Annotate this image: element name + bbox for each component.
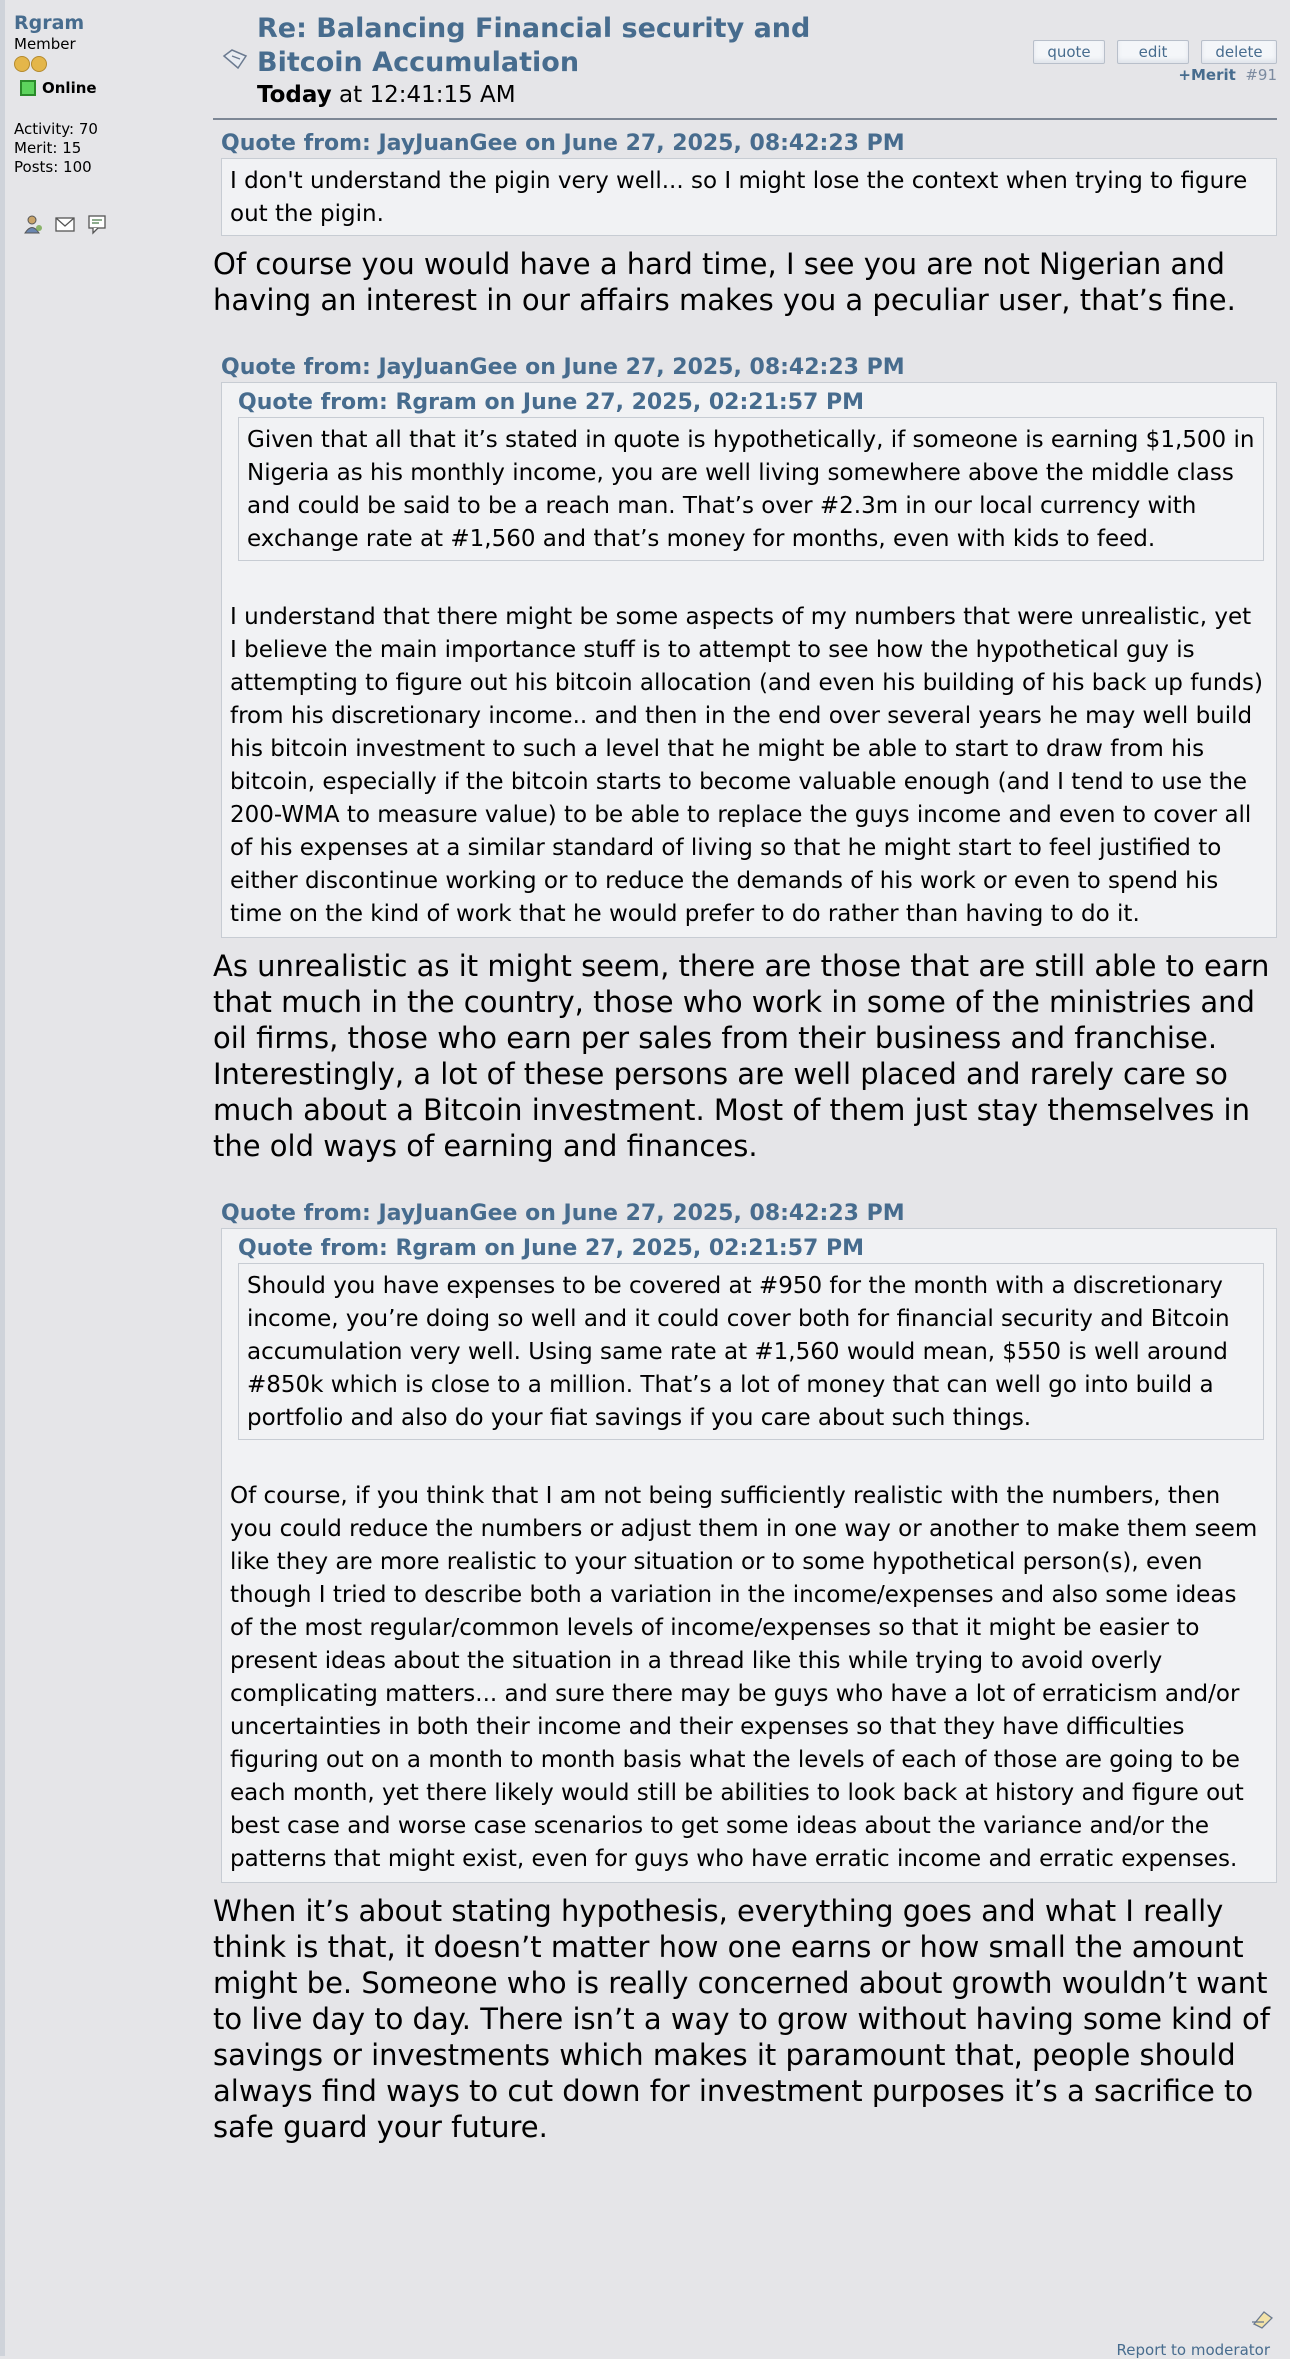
post-body <box>213 120 1277 2145</box>
quote-spacer <box>230 1440 1264 1480</box>
reply-text: Of course you would have a hard time, I see you are not Nigerian and having an interest in our affairs makes you a peculiar user, that’s fine. <box>213 247 1236 317</box>
date-time: at 12:41:15 AM <box>331 82 516 108</box>
online-status <box>14 78 194 98</box>
quote-spacer <box>230 561 1264 601</box>
post <box>213 0 1277 2145</box>
merit-line <box>1178 66 1277 84</box>
poster-actions <box>14 213 194 235</box>
nested-quote-header[interactable]: Quote from: Rgram on June 27, 2025, 02:21:57 PM <box>238 1236 864 1261</box>
poster-name[interactable]: Rgram <box>14 12 85 34</box>
delete-button[interactable]: delete <box>1201 40 1277 64</box>
poster-stats <box>14 120 194 177</box>
reply-text: As unrealistic as it might seem, there are those that are still able to earn that much in the country, those who work in some of the ministries and oil firms, those who earn per sales from their business and franchise. Interestingly, a lot of these persons are well placed and rarely care so much about a Bitcoin investment. Most of them just stay themselves in the old ways of earning and finances. <box>213 949 1270 1163</box>
quote-block <box>221 1228 1277 1883</box>
post-date <box>257 80 516 110</box>
mail-icon[interactable] <box>54 213 76 235</box>
quote-header[interactable]: Quote from: JayJuanGee on June 27, 2025, 08:42:23 PM <box>221 131 905 156</box>
online-indicator-icon <box>20 80 36 96</box>
post-title[interactable]: Re: Balancing Financial security and Bitcoin Accumulation <box>257 13 811 78</box>
report-to-moderator-link[interactable]: Report to moderator <box>1116 2341 1270 2359</box>
poster-rank: Member <box>14 35 76 53</box>
rank-stars <box>14 56 194 72</box>
posts-stat: Posts: 100 <box>14 158 92 176</box>
poster-info <box>14 12 194 235</box>
reply-text: When it’s about stating hypothesis, everything goes and what I really think is that, it doesn’t matter how one earns or how small the amount might be. Someone who is really concerned about growth wouldn’t want to live day to day. There isn’t a way to grow without having some kind of savings or investments which makes it paramount that, people should always find ways to cut down for investment purposes it’s a sacrifice to safe guard your future. <box>213 1894 1270 2144</box>
post-header <box>213 0 1277 120</box>
nested-quote-block: Should you have expenses to be covered at #950 for the month with a discretionary income, you’re doing so well and it could cover both for financial security and Bitcoin accumulation very well. Using same rate at #1,560 would mean, $550 is well around #850k which is close to a million. That’s a lot of money that can well go into build a portfolio and also do your fiat savings if you care about such things. <box>238 1263 1264 1440</box>
post-buttons <box>1033 40 1277 64</box>
quote-text: I understand that there might be some aspects of my numbers that were unrealistic, yet I believe the main importance stuff is to attempt to see how the hypothetical guy is attempting to figure out his bitcoin allocation (and even his building of his back up funds) from his discretionary income.. and then in the end over several years he may well build his bitcoin investment to such a level that he might be able to start to draw from his bitcoin, especially if the bitcoin starts to become valuable enough (and I tend to use the 200-WMA to measure value) to be able to replace the guys income and even to cover all of his expenses at a similar standard of living so that he might start to feel justified to either discontinue working or to reduce the demands of his work or even to spend his time on the kind of work that he would prefer to do rather than having to do it. <box>230 604 1264 927</box>
activity-stat: Activity: 70 <box>14 120 98 138</box>
profile-icon[interactable] <box>22 213 44 235</box>
quote-text: Of course, if you think that I am not being sufficiently realistic with the numbers, then you could reduce the numbers or adjust them in one way or another to make them seem like they are more realistic to your situation or to some hypothetical person(s), even though I tried to describe both a variation in the income/expenses and also some ideas of the most regular/common levels of income/expenses so that it might be easier to present ideas about the situation in a thread like this while trying to avoid overly complicating matters... and sure there may be guys who have a lot of erraticism and/or uncertainties in both their income and their expenses so that they have difficulties figuring out on a month to month basis what the levels of each of those are going to be each month, yet there likely would still be abilities to look back at history and figure out best case and worse case scenarios to get some ideas about the variance and/or the patterns that might exist, even for guys who have erratic income and erratic expenses. <box>230 1483 1258 1872</box>
edit-button[interactable]: edit <box>1117 40 1189 64</box>
quote-header[interactable]: Quote from: JayJuanGee on June 27, 2025, 08:42:23 PM <box>221 1201 905 1226</box>
quote-button[interactable]: quote <box>1033 40 1105 64</box>
quote-block: I don't understand the pigin very well... so I might lose the context when trying to figure out the pigin. <box>221 158 1277 236</box>
nested-quote-header[interactable]: Quote from: Rgram on June 27, 2025, 02:21:57 PM <box>238 390 864 415</box>
nested-quote-block: Given that all that it’s stated in quote is hypothetically, if someone is earning $1,500 in Nigeria as his monthly income, you are well living somewhere above the middle class and could be said to be a reach man. That’s over #2.3m in our local currency with exchange rate at #1,560 and that’s money for months, even with kids to feed. <box>238 417 1264 561</box>
star-icon <box>31 56 47 72</box>
quote-block <box>221 382 1277 938</box>
merit-stat: Merit: 15 <box>14 139 82 157</box>
message-icon[interactable] <box>86 213 108 235</box>
topic-icon <box>222 48 248 70</box>
online-label: Online <box>42 79 97 97</box>
left-border <box>0 0 5 2356</box>
merit-link[interactable]: +Merit <box>1178 66 1236 84</box>
quote-header[interactable]: Quote from: JayJuanGee on June 27, 2025, 08:42:23 PM <box>221 355 905 380</box>
date-today: Today <box>257 82 332 108</box>
report-icon[interactable] <box>1250 2308 1276 2330</box>
star-icon <box>14 56 30 72</box>
post-number[interactable]: #91 <box>1245 66 1277 84</box>
